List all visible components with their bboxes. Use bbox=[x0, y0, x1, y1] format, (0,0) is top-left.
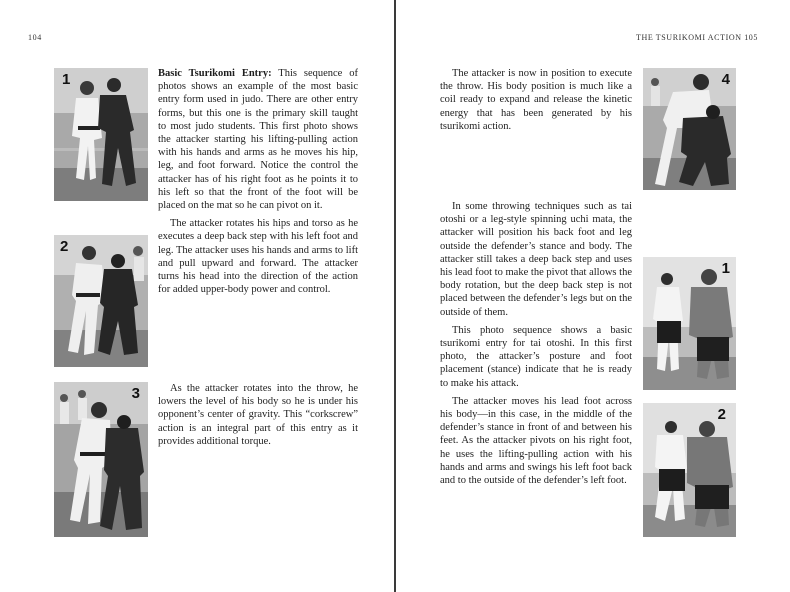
left-folio: 104 bbox=[28, 33, 42, 42]
photo-number-1: 1 bbox=[62, 71, 71, 88]
paragraph-lead-foot: The attacker moves his lead foot across his body—in this case, in the middle of the defender’s stance in front of and between his feet. As the attacker pivots on his right foot, he uses the lifting-pulling action with his hands and arms and swings his left foot back and to the outside of the defender’s left foot. bbox=[440, 395, 632, 487]
paragraph-hip-rotation: The attacker rotates his hips and torso as he executes a deep back step with his left foot and leg. The attacker uses his hands and arms to lift and pull upward and forward. The attacker turns his head into the direction of the action for added upper-body power and control. bbox=[158, 218, 358, 296]
photo-number-2: 2 bbox=[60, 238, 69, 255]
photo-number-3: 3 bbox=[131, 385, 140, 402]
photo-number-4: 4 bbox=[721, 71, 730, 88]
right-text-block-2 bbox=[440, 200, 632, 492]
left-text-block-1 bbox=[158, 67, 358, 301]
photo-taiotoshi-2 bbox=[643, 403, 736, 537]
paragraph-coil: The attacker is now in position to execute the throw. His body position is much like a coil ready to expand and release the kinetic energy that has been generated by his tsurikomi action. bbox=[440, 68, 632, 132]
paragraph-corkscrew: As the attacker rotates into the throw, he lowers the level of his body so he is under his opponent’s center of gravity. This “corkscrew” action is an integral part of this entry as it provides additional torque. bbox=[158, 383, 358, 447]
photo-taiotoshi-1 bbox=[643, 257, 736, 390]
photo-entry-3 bbox=[54, 382, 148, 537]
photo-entry-4 bbox=[643, 68, 736, 190]
paragraph-text: This sequence of photos shows an example of the most basic entry form used in judo. There are other entry forms, but this one is the primary skill taught to most judo students. This first photo shows the attacker starting his lifting-pulling action with his hands and arms as he moves his hip, leg, and foot forward. Notice the control the attacker has of his right foot as he points it to his left so that the front of the foot will be placed on the mat so he can pivot on it. bbox=[158, 68, 358, 212]
paragraph-taiotoshi-sequence: This photo sequence shows a basic tsurikomi entry for tai otoshi. In this first photo, the attacker’s posture and foot placement (stance) indicate that he is ready to make his attack. bbox=[440, 324, 632, 389]
paragraph-heading: Basic Tsurikomi Entry: bbox=[158, 68, 272, 79]
photo-entry-2 bbox=[54, 235, 148, 367]
photo-entry-1 bbox=[54, 68, 148, 201]
photo-number-1-right: 1 bbox=[721, 260, 730, 277]
page-gutter bbox=[394, 0, 396, 592]
paragraph-outside-stance: In some throwing techniques such as tai otoshi or a leg-style spinning uchi mata, the attacker will position his back foot and leg outside the defender’s stance and body. The attacker still takes a deep back step and uses his lead foot to make the pivot that allows the body rotation, but the deep back step is not placed between the defender’s legs but on the outside of them. bbox=[440, 201, 632, 318]
paragraph-basic-entry bbox=[158, 67, 358, 212]
left-text-block-2 bbox=[158, 382, 358, 453]
right-text-block-1 bbox=[440, 67, 632, 138]
right-folio: THE TSURIKOMI ACTION 105 bbox=[635, 33, 758, 42]
photo-number-2-right: 2 bbox=[717, 406, 726, 423]
